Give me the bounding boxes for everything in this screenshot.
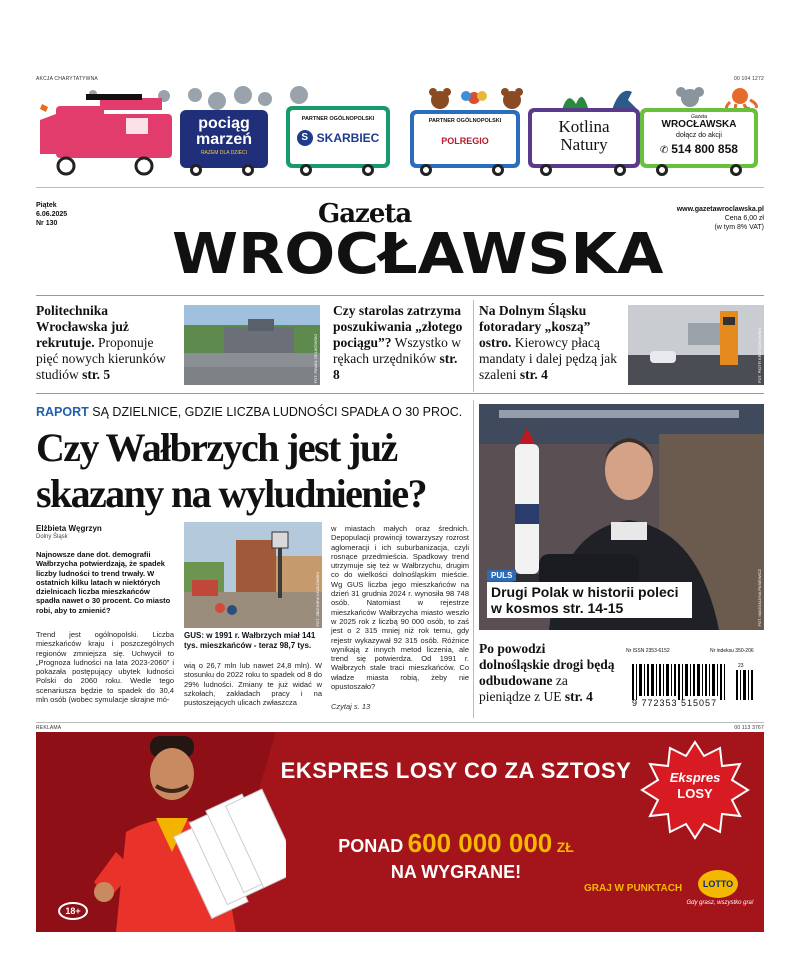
masthead-price-block [677, 205, 764, 232]
wagon-gazeta-wroclawska: Gazeta WROCŁAWSKA dołącz do akcji ✆ 514 800 858 [640, 108, 758, 168]
street-photo: FOT. ZBIGNIEW KOZŁOWSKI [184, 522, 322, 628]
region: Dolny Śląsk [36, 534, 68, 540]
man-with-tickets-icon [86, 732, 286, 932]
teaser-fotoradary[interactable]: Na Dolnym Śląsku fotoradary „koszą” ostro. Kierowcy płacą mandaty i dalej pędzą jak szaleni str. 4 [479, 303, 617, 382]
lotto-tagline: Gdy grasz, wszystko gra! [686, 900, 754, 906]
ad-line2: PONAD 600 000 000 ZŁ [338, 828, 574, 858]
teaser-starolas[interactable]: Czy starolas zatrzyma poszukiwania „złotego pociągu”? Wszystko w rękach urzędników str. 8 [333, 303, 463, 382]
teaser-roads[interactable]: Po powodzi dolnośląskie drogi będą odbudowane za pieniądze z UE str. 4 [479, 641, 615, 704]
masthead-date-block [36, 201, 67, 228]
locomotive-icon [36, 84, 176, 184]
astronaut-photo[interactable]: FOT. MAGDALENA PASIEWICZ [479, 404, 764, 630]
website-link[interactable]: www.gazetawroclawska.pl [676, 206, 764, 213]
puls-tag: PULS [487, 570, 516, 581]
date: 6.06.2025 [36, 211, 68, 218]
wagon-skarbiec: PARTNER OGÓLNOPOLSKI S SKARBIEC [286, 106, 390, 168]
badge-top: Ekspres [669, 770, 721, 785]
vat: (w tym 8% VAT) [714, 224, 764, 231]
wagon-kotlina-natury: Kotlina Natury [528, 108, 640, 168]
charity-train-banner[interactable] [36, 84, 764, 184]
badge-bottom: LOSY [677, 786, 713, 801]
ad-code-top: 00 104 1272 [733, 76, 764, 82]
story-col3: w miastach małych oraz średnich. Depopulacji prowincji towarzyszy rozrost aglomeracji i ich suburbanizacja, czyli rosnące przedmieścia. Spadkowy trend utrzymuje się też w Wałbrzychu, drugim co do wielkości dolnośląskim mieście. Wg GUS liczba jego mieszkańców na dzień 31 grudnia 2024 r. wynosiła 98 748 osób. Natomiast w rejestrze mieszkańców Wałbrzycha miasto weszło w 2025 rok z liczbą 90 000 osób, to zaś jest o 2 315 mniej niż rok temu, gdy rejestr wykazywał 92 315 osób. Różnice wynikają z innych metod liczenia, ale trend się potwierdza. Od 1991 r. Wałbrzych stale traci mieszkańców. Co władze miasta robią, żeby nie opustoszało? [331, 524, 469, 692]
story-col2: wią o 26,7 mln lub nawet 24,8 mln). W stosunku do 2022 roku to spadek od 8 do 29% ludności. Zmiany te już widać w szkołach, zakładach pracy i na pustoszejących ulicach zwłaszcza [184, 661, 322, 708]
puls-headline[interactable]: Drugi Polak w historii poleci w kosmos str. 14-15 [487, 582, 692, 618]
ad-line3: NA WYGRANE! [390, 862, 522, 882]
ekspres-losy-ad[interactable] [36, 732, 764, 932]
price: Cena 6,00 zł [724, 215, 764, 222]
story-col1: Trend jest ogólnopolski. Liczba mieszkańców kraju i poszczególnych regionów zmniejsza się. Uchwycił to „Prognoza ludności na lata 2023-2060” i pokazała postępujący ubytek ludności Polski do 2060 roku. Wedle tego scenariusza będzie to spadek do 30,4 mln osób (wobec symulacje skrajne mó- [36, 630, 174, 705]
continue-link[interactable]: Czytaj s. 13 [331, 702, 371, 711]
speed-camera-photo: FOT. PIOTR KRZYŻANOWSKI [628, 305, 764, 385]
photo-caption: GUS: w 1991 r. Wałbrzych miał 141 tys. mieszkańców - teraz 98,7 tys. [184, 631, 316, 650]
age-badge: 18+ [58, 902, 88, 920]
issue-number: Nr 130 [36, 220, 58, 227]
issn: Nr ISSN 2353-6152 [626, 648, 670, 654]
masthead-gazeta: Gazeta [318, 199, 412, 229]
ad-label: REKLAMA [36, 725, 62, 731]
author: Elżbieta Węgrzyn [36, 524, 102, 533]
ad-line1: EKSPRES LOSY CO ZA SZTOSY [280, 758, 632, 783]
index-number: Nr indeksu 350-206 [710, 648, 754, 654]
wagon-polregio: PARTNER OGÓLNOPOLSKI POLREGIO [410, 110, 520, 168]
wagon-pociag-marzen: pociąg marzeń RAZEM DLA DZIECI [180, 110, 268, 168]
barcode-number: 9 772353 515057 [632, 698, 718, 708]
day: Piątek [36, 202, 57, 209]
train-photo: FOT. PAWEŁ RELIKOWSKI [184, 305, 320, 385]
phone-icon: ✆ [660, 145, 672, 156]
ad-code: 00 113 3767 [734, 725, 764, 731]
story-lead: Najnowsze dane dot. demografii Wałbrzycha potwierdzają, że spadek liczby ludności to trend trwały. W ostatnich kilku latach w niektórych dzielnicach liczba mieszkańców spadła nawet o 30 procent. Co miasto robi, aby to zmienić? [36, 550, 171, 615]
story-kicker: RAPORT SĄ DZIELNICE, GDZIE LICZBA LUDNOŚCI SPADŁA O 30 PROC. [36, 405, 463, 419]
ad-cta: GRAJ W PUNKTACH [584, 883, 683, 894]
koala-octopus-decoration-icon [656, 84, 766, 110]
barcode-addon: 23 [738, 663, 744, 669]
skarbiec-logo-icon: S [297, 130, 313, 146]
main-headline[interactable]: Czy Wałbrzych jest już skazany na wyludnienie? [36, 425, 426, 516]
masthead-wroclawska: WROCŁAWSKA [172, 222, 664, 287]
action-label: AKCJA CHARYTATYWNA [36, 76, 98, 82]
teaser-politechnika[interactable]: Politechnika Wrocławska już rekrutuje. Proponuje pięć nowych kierunków studiów str. 5 [36, 303, 166, 382]
lotto-logo: LOTTO [698, 870, 738, 898]
